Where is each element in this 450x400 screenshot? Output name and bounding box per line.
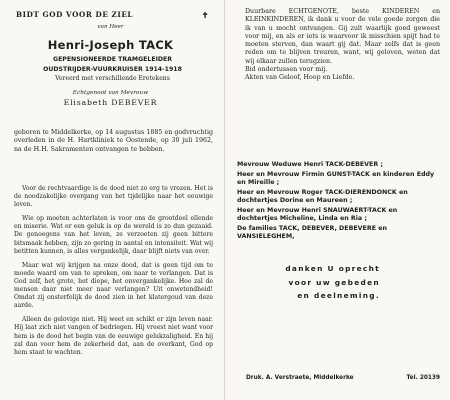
closing-paragraph: Duurbare ECHTGENOTE, beste KINDEREN en KLEINKINDEREN, ik dank u voor de vele goede zorgen die ik van u mocht ontvangen. Gij zult waarlijk goed geweest voor mij, en als er iets is waarvoor ik misschien spijt had te moeten sterven, dan waart gij dat. Maar zelfs dat is geen reden om te blijven treuren, want, wij geloven, weten dat wij elkaar zullen terugzien. bbox=[245, 8, 440, 65]
printer-line bbox=[246, 375, 440, 381]
family-list bbox=[237, 161, 440, 243]
occupation bbox=[10, 55, 215, 74]
family-entry: Heer en Mevrouw Firmin GUNST-TACK en kinderen Eddy en Mireille ; bbox=[237, 170, 435, 187]
prayer-paragraph: Maar wat wij krijgen na onze dood, dat is geen tijd om te moede waard om van te spreken, om naar te verlangen. Dat is God zelf, het grote, het diepe, het onvergankelijke. Hoe zal de mensen daar niet meer naar verlangen? Uit onwetendheid! Omdat zij onsterfelijk de dood zien in het klatergoud van deze aarde. bbox=[14, 261, 213, 310]
family-entry: De families TACK, DEBEVER, DEBEVERE en VANSIELEGHEM, bbox=[237, 225, 387, 241]
prayer-paragraph: Wie op moeten achterlaten is voor ons de grootdeel ellende en miserie. Wat er een geluk is op de wereld is zo dun gezaaid. De genoegens van het leven, ze verzoeten zij geen bittere bitsmaak hebben, zijn zo gering in aantal en intensiteit. Wat wij betitten kunnen, is alles vergankelijk, daar blijft niets van over. bbox=[14, 215, 213, 255]
occupation-line-1: GEPENSIONEERDE TRAMGELEIDER bbox=[52, 56, 172, 63]
cross-icon: ✝ bbox=[201, 10, 209, 20]
birth-death-text: geboren te Middelkerke, op 14 augustus 1885 en godvruchtig overleden in de H. Hartkliniek te Oostende, op 30 juli 1962, na de H.H. Sakramenten ontvangen te hebben. bbox=[14, 129, 213, 153]
closing-acts: Akten van Geloof, Hoop en Liefde. bbox=[245, 74, 355, 82]
closing-request: Bid ondertussen voor mij. bbox=[245, 66, 328, 74]
honors: Vereerd met verschillende Eretekens bbox=[55, 75, 170, 82]
card-header bbox=[16, 10, 209, 20]
right-panel bbox=[229, 0, 450, 400]
family-entry: Mevrouw Weduwe Henri TACK-DEBEVER ; bbox=[237, 161, 383, 168]
closing-words bbox=[237, 8, 440, 83]
family-entry: Heer en Mevrouw Roger TACK-DIERENDONCK en dochtertjes Dorine en Maureen ; bbox=[237, 188, 408, 205]
fold-line bbox=[224, 0, 225, 400]
deceased-name: Henri-Joseph TACK bbox=[47, 38, 174, 52]
printer-name: Druk. A. Verstraete, Middelkerke bbox=[246, 375, 354, 381]
left-panel bbox=[0, 0, 221, 400]
prayer-paragraph: Voor de rechtvaardige is de dood niet zo erg te vrezen. Het is de noodzakelijke overgang van het tijdelijke naar het eeuwige leven. bbox=[14, 185, 213, 209]
spouse-name: Elisabeth DEBEVER bbox=[63, 98, 158, 107]
printer-phone: Tel. 20139 bbox=[406, 375, 440, 381]
occupation-line-2: OUDSTRIJDER-VUURKRUISER 1914-1918 bbox=[43, 65, 182, 73]
family-entry: Heer en Mevrouw Henri SNAUWAERT-TACK en dochtertjes Micheline, Linda en Ria ; bbox=[237, 206, 398, 223]
thanks-line: en deelneming. bbox=[297, 291, 380, 300]
thanks-line: voor uw gebeden bbox=[288, 277, 380, 287]
header-text: BIDT GOD VOOR DE ZIEL bbox=[16, 10, 134, 19]
spouse-intro: Echtgenoot van Mevrouw bbox=[72, 90, 149, 96]
thanks-line: danken U oprecht bbox=[285, 264, 380, 273]
van-heer: van Heer bbox=[97, 24, 124, 30]
thanks-block bbox=[240, 262, 380, 303]
prayer-paragraph: Alleen de gelovige niet. Hij weet en schikt er zijn leven naar. Hij laat zich niet vangen of bedriegen. Hij vreest niet want voor hem is de dood het begin van de eeuwige gelukzaligheid. En hij zal dan voor hem de zekerheid dat, aan de overkant, God op hem staat te wachten. bbox=[14, 316, 213, 356]
prayer-text bbox=[14, 185, 213, 363]
